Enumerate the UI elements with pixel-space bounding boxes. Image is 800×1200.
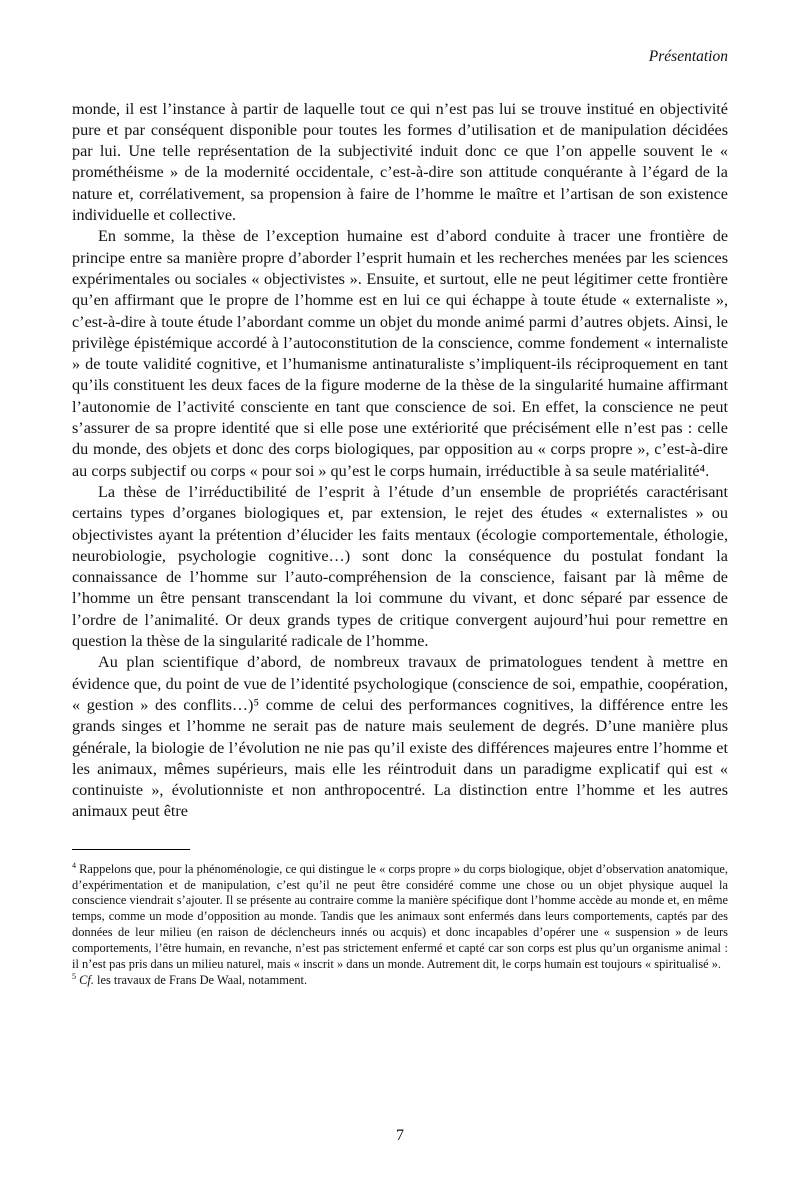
body-text bbox=[72, 99, 728, 823]
footnote-5-text: les travaux de Frans De Waal, notamment. bbox=[93, 972, 308, 987]
footnote-4-marker: 4 bbox=[72, 860, 77, 870]
footnotes bbox=[72, 862, 728, 989]
page-number: 7 bbox=[396, 1127, 404, 1144]
footnote-5-marker: 5 bbox=[72, 971, 77, 981]
footnote-separator bbox=[72, 849, 190, 850]
paragraph-la-these: La thèse de l’irréductibilité de l’esprit à l’étude d’un ensemble de propriétés caractérisant certains types d’organes biologiques et, par extension, le rejet des études « externalistes » ou objectivistes ayant la prétention d’élucider les faits mentaux (écologie comportementale, éthologie, neurobiologie, psychologie cognitive…) sont donc la conséquence du postulat fondant la connaissance de l’homme sur l’auto-compréhension de la conscience, faisant par là même de l’homme un être pensant transcendant la loi commune du vivant, et donc séparé par essence de l’ordre de l’animalité. Or deux grands types de critique convergent aujourd’hui pour remettre en question la thèse de la singularité radicale de l’homme. bbox=[72, 482, 728, 651]
footnote-4-text: Rappelons que, pour la phénoménologie, ce qui distingue le « corps propre » du corps biologique, objet d’observation anatomique, d’expérimentation et de manipulation, c’est qu’il ne peut être considéré comme une chose ou un objet physique auquel la conscience viendrait s’ajouter. Il se présente au contraire comme la manière spécifique dont l’homme accède au monde et, en même temps, comme un mode d’opposition au monde. Tandis que les animaux sont enfermés dans leurs comportements, captés par des données de leur milieu (en raison de déclencheurs innés ou acquis) et donc incapables d’opérer une « suspension » de leurs comportements, l’être humain, en revanche, n’est pas strictement enfermé et capté car son corps est plus qu’un organisme animal : il n’est pas pris dans un milieu naturel, mais « inscrit » dans un monde. Autrement dit, le corps humain est toujours « spiritualisé ». bbox=[72, 861, 728, 971]
running-head bbox=[72, 48, 728, 67]
footnote-5-italic-lead: Cf. bbox=[79, 972, 94, 987]
paragraph-en-somme: En somme, la thèse de l’exception humaine est d’abord conduite à tracer une frontière de principe entre sa manière propre d’aborder l’esprit humain et les recherches menées par les sciences expérimentales ou sociales « objectivistes ». Ensuite, et surtout, elle ne peut légitimer cette frontière qu’en affirmant que le propre de l’homme est en lui ce qui échappe à toute étude « externaliste », c’est-à-dire à toute étude l’abordant comme un objet du monde animé parmi d’autres objets. Ainsi, le privilège épistémique accordé à l’autoconstitution de la conscience, comme fondement « internaliste » de toute validité cognitive, et l’humanisme antinaturaliste s’impliquent-ils réciproquement en tant qu’ils constituent les deux faces de la figure moderne de la thèse de la singularité humaine affirmant l’autonomie de l’activité consciente en tant que conscience de soi. En effet, la conscience ne peut s’assurer de sa propre identité que si elle pose une extériorité que précisément elle n’est pas : celle du monde, des objets et donc des corps biologiques, par opposition au « corps propre », c’est-à-dire au corps subjectif ou corps « pour soi » qu’est le corps humain, irréductible à sa seule matérialité⁴. bbox=[72, 227, 728, 480]
paragraph-au-plan-scientifique: Au plan scientifique d’abord, de nombreux travaux de primatologues tendent à mettre en évidence que, du point de vue de l’identité psychologique (conscience de soi, empathie, coopération, « gestion » des conflits…)⁵ comme de celui des performances cognitives, la différence entre les grands singes et l’homme ne serait pas de nature mais seulement de degrés. D’une manière plus générale, la biologie de l’évolution ne nie pas qu’il existe des différences majeures entre l’homme et les animaux, mêmes supérieurs, mais elle les réintroduit dans un paradigme explicatif qui est « continuiste », évolutionniste et non anthropocentré. La distinction entre l’homme et les autres animaux peut être bbox=[72, 653, 728, 821]
chapter-title: Présentation bbox=[648, 48, 728, 65]
footnote-5 bbox=[72, 973, 728, 989]
paragraph-continuation: monde, il est l’instance à partir de laquelle tout ce qui n’est pas lui se trouve institué en objectivité pure et par conséquent disponible pour toutes les formes d’utilisation et de manipulation décidées par lui. Une telle représentation de la subjectivité induit donc ce que l’on appelle souvent le « prométhéisme » de la modernité occidentale, c’est-à-dire son attitude conquérante à l’égard de la nature et, corrélativement, sa propension à faire de l’homme le maître et l’artisan de son existence individuelle et collective. bbox=[72, 99, 728, 225]
footnote-4 bbox=[72, 862, 728, 973]
